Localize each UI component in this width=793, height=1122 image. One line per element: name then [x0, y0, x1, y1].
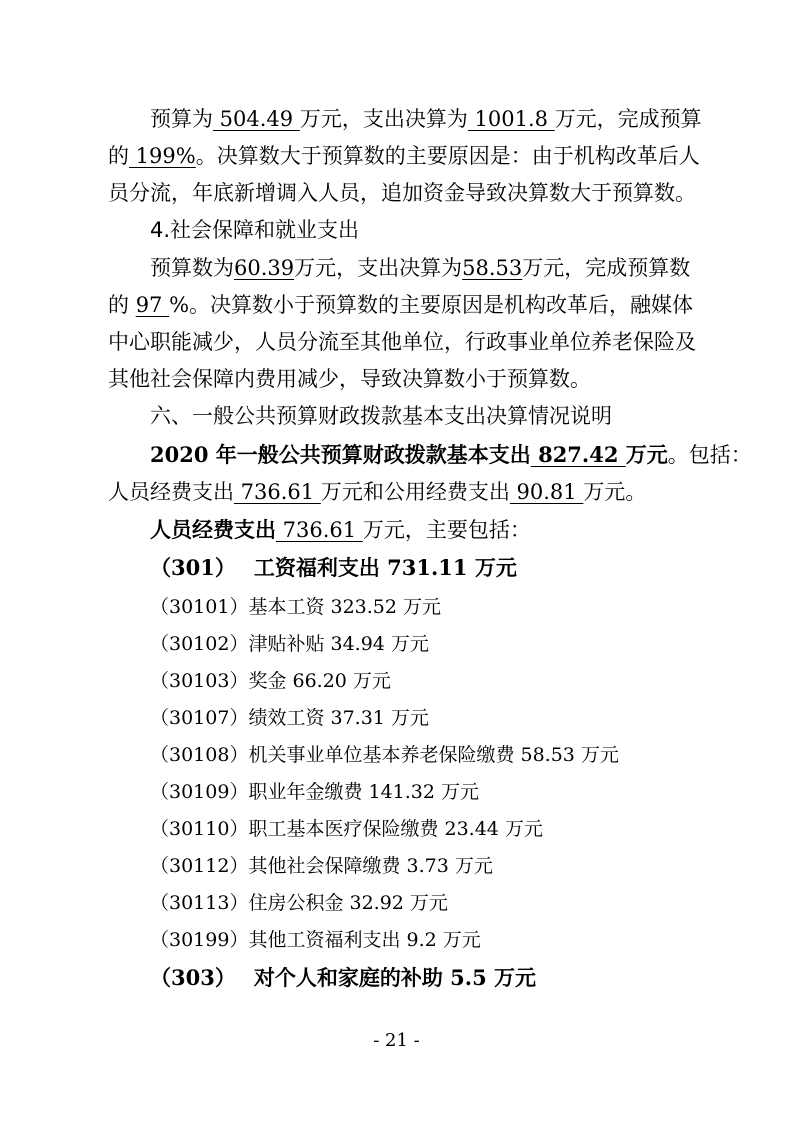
- group-heading-303: [150, 963, 536, 993]
- group-code: （301）: [150, 555, 236, 580]
- text: 万元，完成预算: [554, 107, 702, 131]
- text: 预算为: [150, 107, 213, 131]
- paragraph-line: [108, 290, 693, 320]
- budget-value: 60.39: [234, 256, 295, 280]
- group-text: 工资福利支出 731.11 万元: [253, 555, 517, 580]
- total-value: 827.42: [530, 442, 626, 467]
- public-value: 90.81: [509, 480, 584, 504]
- list-item: （30112）其他社会保障缴费 3.73 万元: [150, 855, 493, 877]
- text: 的: [108, 293, 136, 317]
- text: 人员经费支出: [150, 517, 276, 542]
- paragraph-line: [108, 141, 700, 171]
- list-item: （30113）住房公积金 32.92 万元: [150, 892, 448, 914]
- text: 2020 年一般公共预算财政拨款基本支出: [150, 442, 531, 467]
- group-code: （303）: [150, 965, 236, 990]
- list-item: （30199）其他工资福利支出 9.2 万元: [150, 929, 481, 951]
- paragraph-line: 员分流，年底新增调入人员，追加资金导致决算数大于预算数。: [108, 181, 696, 205]
- summary-line: [150, 440, 752, 470]
- text: 万元。: [583, 480, 647, 504]
- text: 预算数为: [150, 256, 234, 280]
- paragraph-line: 其他社会保障内费用减少，导致决算数小于预算数。: [108, 367, 591, 391]
- group-heading-301: [150, 553, 517, 583]
- summary-line: [108, 477, 646, 507]
- personnel-value: 736.61: [276, 518, 363, 542]
- paragraph-line: [150, 253, 690, 283]
- text: 万元和公用经费支出: [320, 480, 510, 504]
- section-heading: 4.社会保障和就业支出: [150, 218, 360, 242]
- page-number: - 21 -: [373, 1030, 420, 1051]
- text: 万元，主要包括：: [362, 518, 531, 542]
- actual-value: 58.53: [462, 256, 523, 280]
- text: 万元，支出决算为: [294, 256, 463, 280]
- paragraph-line: [150, 104, 702, 134]
- actual-value: 1001.8: [467, 107, 555, 131]
- text: 。决算数大于预算数的主要原因是：由于机构改革后人: [195, 144, 700, 168]
- text: 万元: [625, 442, 668, 467]
- list-item: （30109）职业年金缴费 141.32 万元: [150, 781, 480, 803]
- list-item: （30107）绩效工资 37.31 万元: [150, 707, 429, 729]
- list-item: （30103）奖金 66.20 万元: [150, 670, 391, 692]
- text: 万元，完成预算数: [522, 256, 691, 280]
- text: 的: [108, 144, 129, 168]
- text: 万元，支出决算为: [299, 107, 468, 131]
- list-item: （30108）机关事业单位基本养老保险缴费 58.53 万元: [150, 744, 619, 766]
- text: 人员经费支出: [108, 480, 234, 504]
- list-item: （30102）津贴补贴 34.94 万元: [150, 633, 429, 655]
- completion-rate: 199%: [129, 144, 196, 168]
- paragraph-line: 中心职能减少，人员分流至其他单位，行政事业单位养老保险及: [108, 330, 696, 354]
- list-item: （30110）职工基本医疗保险缴费 23.44 万元: [150, 818, 543, 840]
- list-item: （30101）基本工资 323.52 万元: [150, 596, 442, 618]
- text: 。包括：: [667, 443, 752, 467]
- budget-value: 504.49: [213, 107, 300, 131]
- completion-rate: 97: [135, 293, 170, 317]
- personnel-value: 736.61: [234, 480, 321, 504]
- section-title: 六、一般公共预算财政拨款基本支出决算情况说明: [150, 404, 612, 428]
- group-text: 对个人和家庭的补助 5.5 万元: [253, 965, 536, 990]
- personnel-line: [150, 515, 531, 545]
- text: %。决算数小于预算数的主要原因是机构改革后，融媒体: [169, 293, 694, 317]
